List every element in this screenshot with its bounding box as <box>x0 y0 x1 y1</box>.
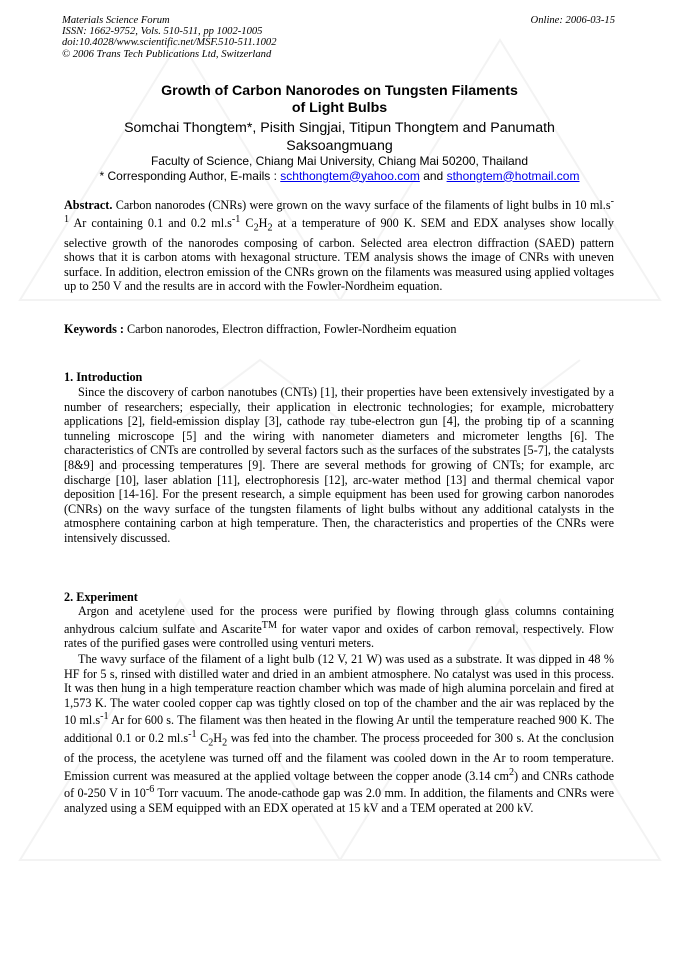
subscript: 2 <box>222 737 228 749</box>
paragraph-text: H <box>213 731 223 746</box>
title-line-2: of Light Bulbs <box>291 100 388 116</box>
abstract-paragraph <box>64 195 614 294</box>
paragraph-text: Ar for 600 s. The filament was then heated in the flowing Ar until the temperature reached 900 K. The additional 0.1 or 0.2 ml.s <box>64 713 614 746</box>
superscript: -1 <box>188 729 197 741</box>
email-and: and <box>419 168 447 183</box>
paragraph-text: ) and CNRs cathode of 0-250 V in 10 <box>64 768 614 801</box>
issn-line: ISSN: 1662-9752, Vols. 510-511, pp 1002-1005 <box>62 26 263 38</box>
subscript: 2 <box>267 222 273 234</box>
keywords-line <box>64 322 614 337</box>
copyright-line: © 2006 Trans Tech Publications Ltd, Switzerland <box>62 48 272 60</box>
authors-line-2: Saksoangmuang <box>286 138 393 154</box>
journal-header <box>62 15 277 60</box>
experiment-paragraph-1 <box>64 604 614 651</box>
superscript: 2 <box>508 766 515 778</box>
abstract-text: C <box>240 215 254 230</box>
authors-line-1: Somchai Thongtem*, Pisith Singjai, Titipun Thongtem and Panumath <box>124 120 555 136</box>
abstract-text: Ar containing 0.1 and 0.2 ml.s <box>69 215 232 230</box>
keywords-text: Carbon nanorodes, Electron diffraction, Fowler-Nordheim equation <box>123 322 457 336</box>
email-link-2[interactable]: sthongtem@hotmail.com <box>446 168 580 183</box>
experiment-heading: 2. Experiment <box>64 590 138 604</box>
paragraph-text: C <box>196 731 209 746</box>
corresponding-author-line <box>62 169 617 184</box>
superscript: -1 <box>231 213 241 225</box>
abstract-label: Abstract. <box>64 198 113 213</box>
subscript: 2 <box>253 222 259 234</box>
title-line-1: Growth of Carbon Nanorodes on Tungsten Filaments <box>161 83 518 99</box>
abstract-text: at a temperature of 900 K. SEM and EDX analyses show locally selective growth of the nanorodes composing of carbon. Selected area electron diffraction (SAED) pattern shows that it is carbon atoms with hexagonal structure. TEM analysis shows the image of CNRs with uneven surface. In addition, electron emission of the CNRs grown on the filaments was measured using applied voltages up to 250 V and the results are in accord with the Fowler-Nordheim equation. <box>64 215 614 294</box>
corresponding-prefix: * Corresponding Author, E-mails : <box>99 168 281 183</box>
paragraph-text: The wavy surface of the filament of a light bulb (12 V, 21 W) was used as a substrate. It was dipped in 48 % HF for 5 s, rinsed with distilled water and dried in an ambient atmosphere. No catalyst was used in this process. It was then hung in a high temperature reaction chamber which was made of high alumina porcelain and fired at 1,573 K. The water cooled copper cap was tightly closed on top of the chamber and the air was replaced by the 10 ml.s <box>64 652 614 728</box>
paragraph-text: Torr vacuum. The anode-cathode gap was 2.0 mm. In addition, the filaments and CNRs were analyzed using a SEM equipped with an EDX operated at 15 kV and a TEM operated at 200 kV. <box>64 786 614 816</box>
abstract-text: H <box>258 215 268 230</box>
superscript: -6 <box>145 784 155 796</box>
journal-name: Materials Science Forum <box>62 15 170 26</box>
affiliation-block <box>62 154 617 183</box>
subscript: 2 <box>208 737 214 749</box>
author-list <box>62 119 617 155</box>
faculty-line: Faculty of Science, Chiang Mai University, Chiang Mai 50200, Thailand <box>150 154 529 168</box>
keywords-label: Keywords : <box>64 322 124 336</box>
superscript: -1 <box>100 711 109 723</box>
introduction-paragraph: Since the discovery of carbon nanotubes (CNTs) [1], their properties have been extensively investigated by a number of researchers; especially, their application in electronic technologies; for example, microbattery applications [2], field-emission display [3], cathode ray tube-electron gun [4], the probing tip of a scanning tunneling microscope [5] and the wiring with nanometer diameters and micrometer lengths [6]. The characteristics of CNTs are controlled by several factors such as the surfaces of the substrates [5-7], the catalysts [8&9] and processing temperatures [9]. There are several methods for growing of CNTs; for example, arc discharge [10], laser ablation [11], electrophoresis [12], arc-water method [13] and thermal chemical vapor deposition [14-16]. For the present research, a simple equipment has been used for growing carbon nanorodes (CNRs) on the wavy surface of the tungsten filaments of light bulbs without any additional catalysts in the atmosphere containing carbon at high temperature. Then, the characteristics and properties of the CNRs were intensively discussed. <box>64 385 614 545</box>
superscript: TM <box>261 619 278 631</box>
doi-line: doi:10.4028/www.scientific.net/MSF.510-511.1002 <box>62 37 277 49</box>
introduction-heading: 1. Introduction <box>64 370 143 384</box>
paper-title <box>62 83 617 117</box>
paragraph-text: for water vapor and oxides of carbon removal, respectively. Flow rates of the purified gases were controlled using venturi meters. <box>64 621 614 651</box>
experiment-paragraph-2 <box>64 652 614 816</box>
email-link-1[interactable]: schthongtem@yahoo.com <box>280 168 420 183</box>
online-date: Online: 2006-03-15 <box>530 15 615 26</box>
paragraph-text: Argon and acetylene used for the process were purified by flowing through glass columns containing anhydrous calcium sulfate and Ascarite <box>64 604 614 636</box>
paragraph-text: was fed into the chamber. The process proceeded for 300 s. At the conclusion of the process, the acetylene was turned off and the filament was cooled down in the Ar to room temperature. Emission current was measured at the applied voltage between the copper anode (3.14 cm <box>64 731 614 783</box>
abstract-text: Carbon nanorodes (CNRs) were grown on the wavy surface of the filaments of light bulbs in 10 ml.s <box>112 198 611 213</box>
superscript: -1 <box>64 196 614 225</box>
